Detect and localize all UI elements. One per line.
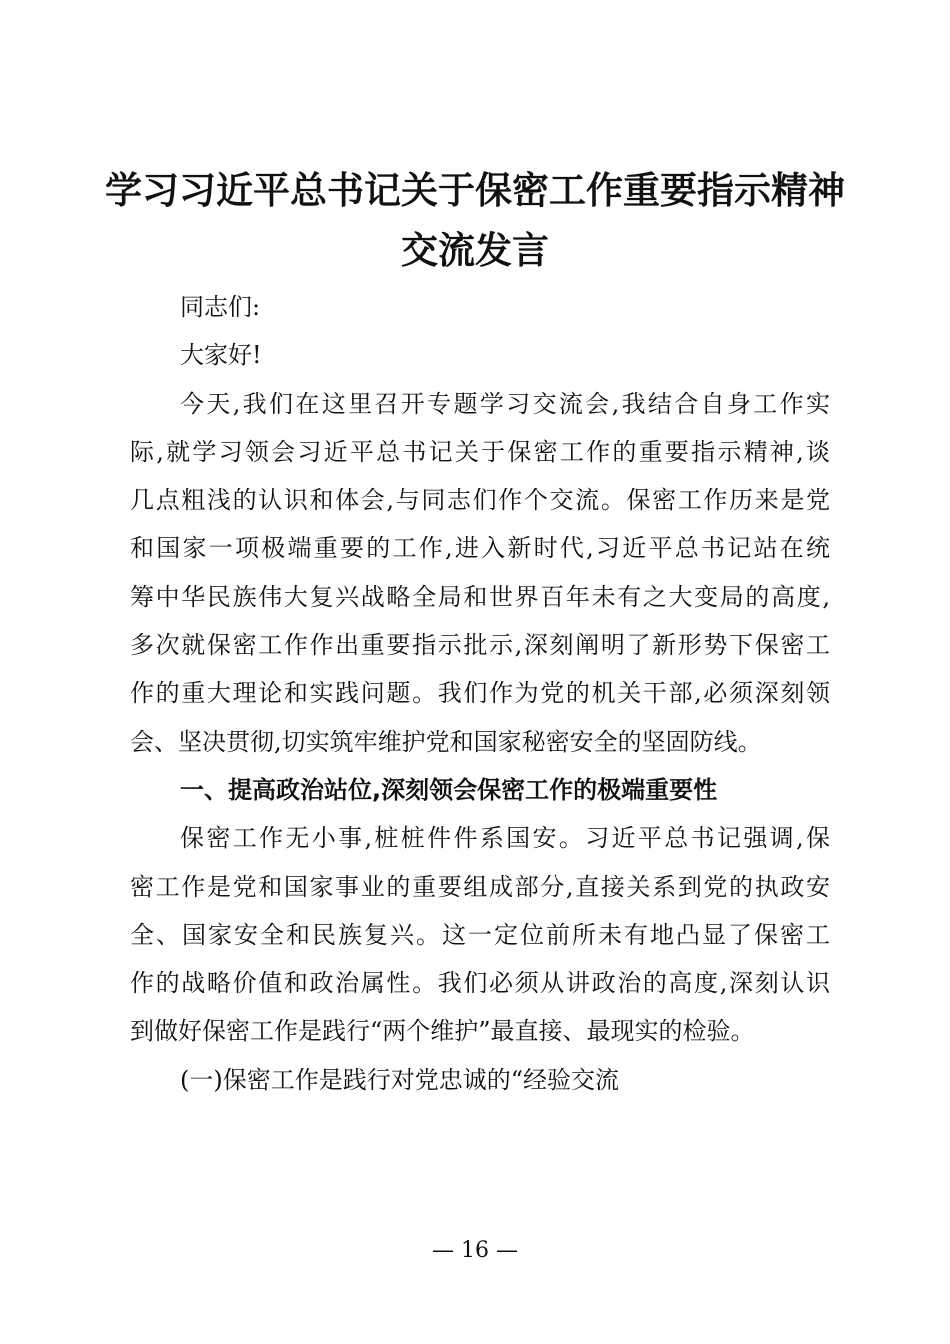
text-line: 大家好! bbox=[180, 341, 262, 370]
text-line: 全、国家安全和民族复兴。这一定位前所未有地凸显了保密工 bbox=[130, 920, 830, 949]
text-line: 际,就学习领会习近平总书记关于保密工作的重要指示精神,谈 bbox=[130, 437, 830, 466]
text-line: 几点粗浅的认识和体会,与同志们作个交流。保密工作历来是党 bbox=[130, 486, 830, 515]
title-line-2: 交流发言 bbox=[401, 228, 549, 272]
text-line: 同志们: bbox=[180, 293, 261, 321]
text-line: 会、坚决贯彻,切实筑牢维护党和国家秘密安全的坚固防线。 bbox=[130, 727, 762, 756]
text-line: 多次就保密工作作出重要指示批示,深刻阐明了新形势下保密工 bbox=[130, 631, 830, 660]
document-title bbox=[0, 160, 950, 280]
text-line: 筹中华民族伟大复兴战略全局和世界百年未有之大变局的高度, bbox=[130, 582, 830, 611]
section-heading: 一、提高政治站位,深刻领会保密工作的极端重要性 bbox=[180, 775, 718, 804]
text-line: 和国家一项极端重要的工作,进入新时代,习近平总书记站在统 bbox=[130, 534, 830, 563]
text-line: 今天,我们在这里召开专题学习交流会,我结合自身工作实 bbox=[180, 389, 830, 418]
text-line: 作的战略价值和政治属性。我们必须从讲政治的高度,深刻认识 bbox=[130, 969, 830, 998]
text-line: 作的重大理论和实践问题。我们作为党的机关干部,必须深刻领 bbox=[130, 679, 830, 708]
title-line-1: 学习习近平总书记关于保密工作重要指示精神 bbox=[105, 168, 845, 212]
document-body bbox=[130, 287, 830, 1108]
text-line: 到做好保密工作是践行“两个维护”最直接、最现实的检验。 bbox=[130, 1017, 755, 1046]
text-line: (一)保密工作是践行对党忠诚的“经验交流 bbox=[180, 1065, 619, 1094]
text-line: 密工作是党和国家事业的重要组成部分,直接关系到党的执政安 bbox=[130, 872, 830, 901]
page-number: — 16 — bbox=[432, 1238, 518, 1263]
text-line: 保密工作无小事,桩桩件件系国安。习近平总书记强调,保 bbox=[180, 824, 830, 853]
